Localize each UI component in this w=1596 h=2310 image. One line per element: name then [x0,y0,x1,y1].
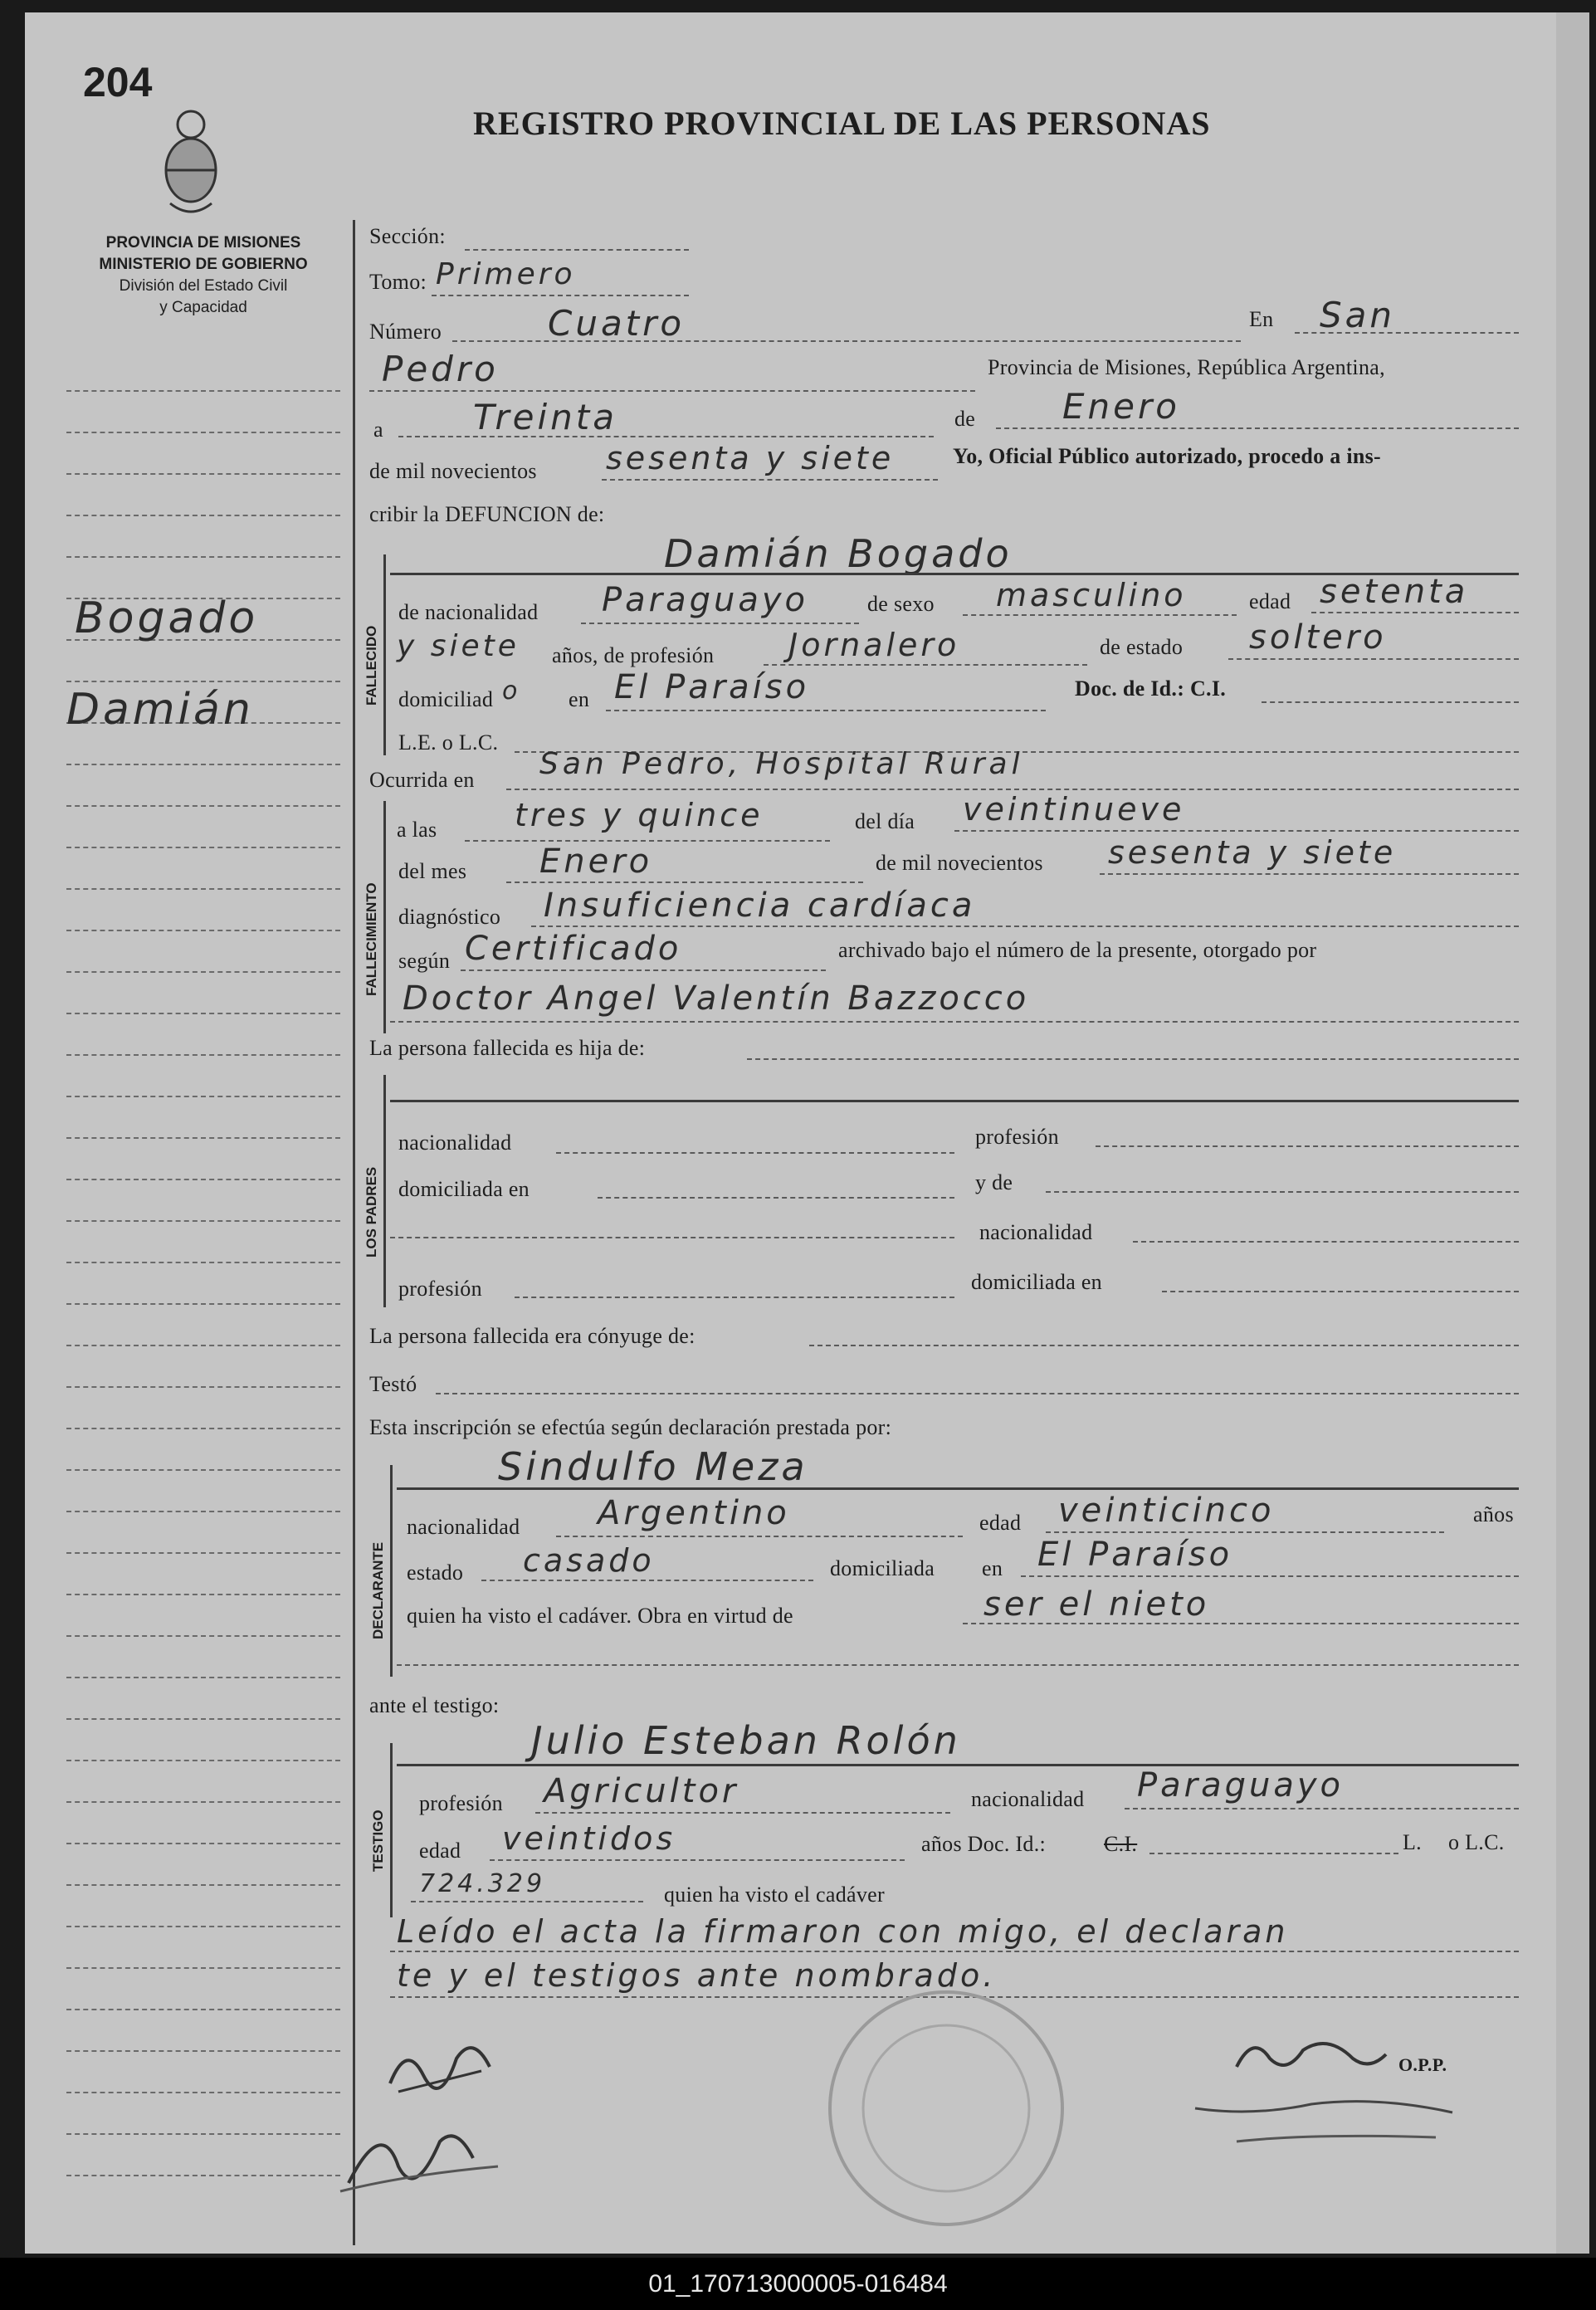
nacionalidad-label: de nacionalidad [398,600,539,624]
padre-domiciliada-label: domiciliada en [398,1177,530,1201]
anio-value: sesenta y siete [606,440,895,476]
margin-surname: Bogado [75,593,259,643]
issuer-block [54,232,353,319]
form-border [353,220,355,2245]
padre-profesion-label: profesión [975,1125,1059,1149]
section-label-fallecimiento: FALLECIMIENTO [364,882,379,996]
declarante-signature [382,2025,531,2100]
dia-value: Treinta [473,397,617,437]
oficial-stamp-lines [1187,2092,1461,2158]
testigo-nacionalidad-value: Paraguayo [1137,1766,1344,1805]
estado-label: de estado [1100,635,1184,659]
testigo-profesion-label: profesión [419,1791,503,1815]
testigo-name: Julio Esteban Rolón [531,1718,961,1763]
provincia-label: Provincia de Misiones, República Argentina, [988,355,1385,379]
en-domicilio-label: en [569,687,590,711]
declarante-en-label: en [982,1556,1003,1580]
testo-label: Testó [369,1372,417,1396]
madre-profesion-label: profesión [398,1277,482,1301]
archivado-label: archivado bajo el número de la presente, otorgado por [838,938,1317,962]
inscribir-label: cribir la DEFUNCION de: [369,502,605,526]
issuer-line: PROVINCIA DE MISIONES [105,234,301,252]
hija-de-label: La persona fallecida es hija de: [369,1036,646,1060]
page-number: 204 [83,59,153,105]
deceased-name: Damián Bogado [664,531,1013,576]
a-las-label: a las [397,818,437,842]
official-seal [822,1984,1071,2233]
coat-of-arms-icon [158,104,224,220]
testigo-quien-label: quien ha visto el cadáver [664,1883,885,1907]
a-label: a [373,418,383,442]
section-label-padres: LOS PADRES [364,1166,379,1258]
del-mes-label: del mes [398,859,467,883]
lugar2-value: Pedro [382,349,499,389]
declarante-virtud-value: ser el nieto [983,1585,1210,1624]
closing-line-2: te y el testigos ante nombrado. [397,1957,997,1994]
declaracion-label: Esta inscripción se efectúa según declaración prestada por: [369,1415,892,1439]
declarante-nacionalidad-value: Argentino [598,1494,790,1532]
declarante-anios-label: años [1473,1502,1514,1526]
mes-value: Enero [1062,386,1180,427]
lugar-value: San [1320,295,1396,335]
issuer-line: MINISTERIO DE GOBIERNO [99,256,308,273]
testigo-le-label: L. [1403,1830,1422,1854]
en-label: En [1249,307,1274,331]
de-label: de [954,407,976,431]
profesion-value: Jornalero [788,627,960,663]
page-title: REGISTRO PROVINCIAL DE LAS PERSONAS [473,105,1211,142]
section-label-fallecido: FALLECIDO [364,625,379,706]
section-label-declarante: DECLARANTE [370,1541,386,1639]
dia-fallecimiento-value: veintinueve [963,791,1185,828]
madre-y-de-label: y de [975,1170,1013,1194]
sexo-value: masculino [996,577,1187,613]
padre-nacionalidad-label: nacionalidad [398,1131,512,1155]
testigo-label: ante el testigo: [369,1693,500,1717]
segun-value: Certificado [465,930,682,968]
hora-value: tres y quince [515,797,764,833]
testigo-ci-label: C.I. [1104,1832,1138,1856]
testigo-anios-doc-label: años Doc. Id.: [921,1832,1047,1856]
anios-profesion-label: años, de profesión [552,643,715,667]
declarante-name: Sindulfo Meza [498,1444,808,1489]
testigo-edad-value: veintidos [502,1820,676,1857]
declarante-edad-value: veinticinco [1058,1492,1275,1530]
testigo-signature [332,2108,531,2200]
oficial-initials: O.P.P. [1398,2054,1447,2075]
margin-given-name: Damián [66,685,254,735]
book-edge [1556,12,1589,2254]
sexo-label: de sexo [867,592,935,616]
medico-value: Doctor Angel Valentín Bazzocco [403,979,1030,1018]
madre-nacionalidad-label: nacionalidad [979,1220,1093,1244]
segun-label: según [398,949,451,973]
edad2-value: y siete [397,629,520,663]
domiciliado-label: domiciliad [398,687,494,711]
section-label-testigo: TESTIGO [370,1809,386,1872]
conyuge-label: La persona fallecida era cónyuge de: [369,1324,696,1348]
del-dia-label: del día [855,809,915,833]
declarante-edad-label: edad [979,1511,1022,1535]
closing-line-1: Leído el acta la firmaron con migo, el declaran [397,1913,1289,1950]
domicilio-value: El Paraíso [614,668,810,706]
madre-domiciliada-label: domiciliada en [971,1270,1102,1294]
tomo-label: Tomo: [369,270,427,294]
diagnostico-label: diagnóstico [398,905,501,929]
seccion-label: Sección: [369,224,446,248]
de-mil2-label: de mil novecientos [876,851,1043,875]
doc-label: Doc. de Id.: C.I. [1075,676,1227,701]
le-lc-label: L.E. o L.C. [398,730,499,755]
testigo-profesion-value: Agricultor [544,1772,739,1810]
domiciliado-o: o [502,676,521,706]
estado-value: soltero [1249,618,1387,657]
edad-label: edad [1249,589,1291,613]
testigo-doc-value: 724.329 [419,1869,546,1898]
numero-value: Cuatro [548,303,686,344]
declarante-estado-label: estado [407,1560,464,1585]
nacionalidad-value: Paraguayo [602,581,808,619]
ocurrida-value: San Pedro, Hospital Rural [539,747,1024,781]
declarante-quien-label: quien ha visto el cadáver. Obra en virtud de [407,1604,793,1628]
oficial-signature [1228,2025,1394,2092]
mes-fallecimiento-value: Enero [539,842,653,881]
declarante-domicilio-value: El Paraíso [1037,1536,1233,1574]
testigo-edad-label: edad [419,1839,461,1863]
yo-label: Yo, Oficial Público autorizado, procedo a ins- [953,444,1381,468]
issuer-line: División del Estado Civil [119,277,288,295]
de-mil-label: de mil novecientos [369,459,537,483]
declarante-estado-value: casado [523,1542,655,1579]
diagnostico-value: Insuficiencia cardíaca [544,886,976,925]
edad-value: setenta [1320,573,1469,611]
testigo-nacionalidad-label: nacionalidad [971,1787,1085,1811]
anio-fallecimiento-value: sesenta y siete [1108,834,1397,871]
declarante-domiciliada-label: domiciliada [830,1556,935,1580]
testigo-o-lc-label: o L.C. [1448,1830,1505,1854]
issuer-line: y Capacidad [159,299,247,316]
numero-label: Número [369,320,442,344]
tomo-value: Primero [436,257,576,291]
declarante-nacionalidad-label: nacionalidad [407,1515,520,1539]
ocurrida-label: Ocurrida en [369,768,475,792]
image-id: 01_170713000005-016484 [648,2270,948,2298]
